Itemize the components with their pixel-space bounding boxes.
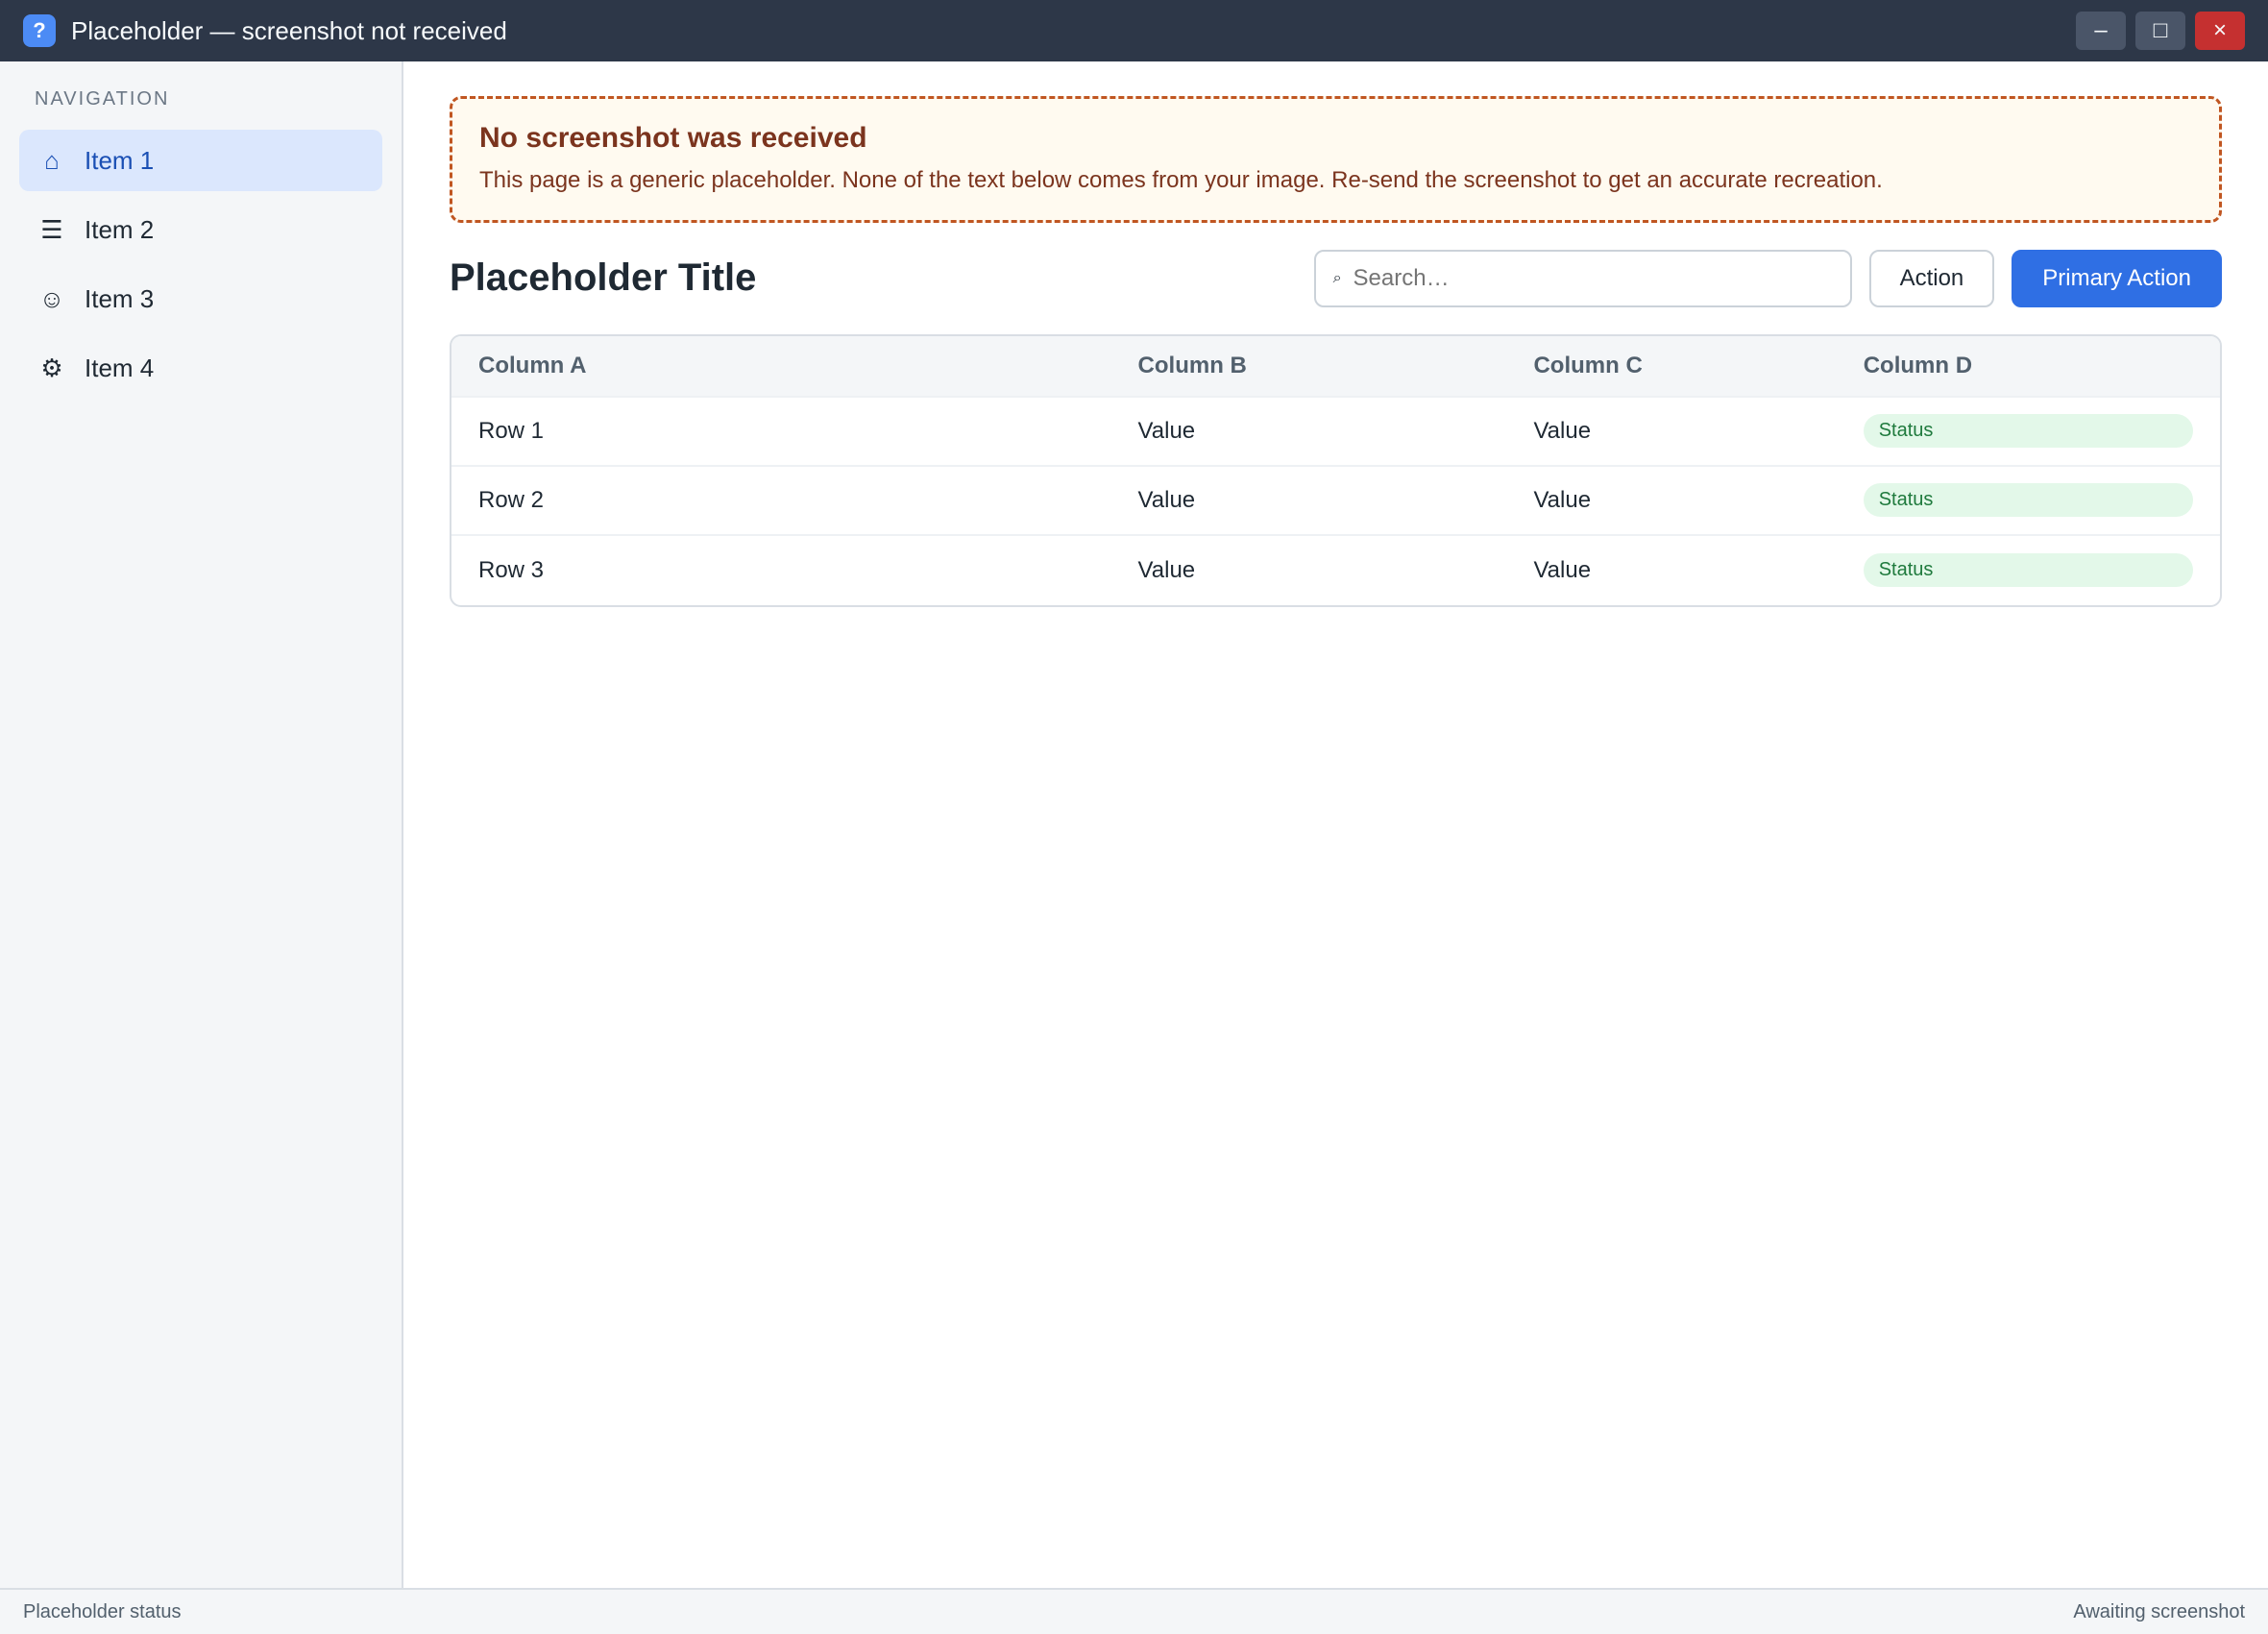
search-icon: ⌕ [1332,269,1342,286]
table-cell: Value [1137,417,1196,444]
table-row[interactable] [451,467,2220,536]
app-logo-icon: ? [23,14,56,47]
main-content [403,61,2268,1588]
search-input[interactable] [1353,265,1833,292]
minimize-button[interactable]: – [2076,12,2126,50]
sidebar-item-label: Item 1 [85,145,155,175]
data-table [450,334,2222,607]
toolbar [450,250,2222,307]
notice-title: No screenshot was received [479,122,867,154]
sidebar-item-label: Item 3 [85,283,155,313]
missing-screenshot-notice [450,96,2222,223]
window-title: Placeholder — screenshot not received [71,15,507,45]
table-cell: Row 3 [478,556,545,583]
sidebar-item-label: Item 2 [85,214,155,244]
table-cell: Value [1137,486,1196,513]
table-cell: Row 2 [478,486,545,513]
column-header[interactable]: Column C [1533,352,1643,378]
gear-icon: ⚙ [40,353,63,382]
window-controls [2076,12,2245,50]
table-row[interactable] [451,536,2220,605]
secondary-action-button[interactable]: Action [1869,250,1995,307]
page-title: Placeholder Title [450,256,757,300]
status-bar [0,1588,2268,1634]
title-group [23,14,507,47]
table-cell: Value [1533,556,1592,583]
home-icon: ⌂ [44,145,60,175]
document-icon: ☰ [40,214,63,244]
close-button[interactable]: × [2195,12,2245,50]
sidebar-item-label: Item 4 [85,353,155,382]
status-badge: Status [1864,414,2193,448]
sidebar-item-3[interactable] [19,268,382,329]
primary-action-button[interactable]: Primary Action [2012,250,2222,307]
user-icon: ☺ [38,283,65,313]
sidebar-heading: NAVIGATION [35,88,170,110]
column-header[interactable]: Column B [1137,352,1247,378]
table-header-row [451,336,2220,398]
table-cell: Value [1533,486,1592,513]
maximize-button[interactable]: □ [2135,12,2185,50]
search-box [1314,250,1852,307]
sidebar-item-4[interactable] [19,337,382,399]
title-bar [0,0,2268,61]
sidebar [0,61,403,1588]
table-cell: Value [1137,556,1196,583]
table-cell: Row 1 [478,417,545,444]
status-text-right: Awaiting screenshot [2073,1600,2245,1622]
status-badge: Status [1864,483,2193,517]
table-cell: Value [1533,417,1592,444]
column-header[interactable]: Column D [1863,352,1973,378]
column-header[interactable]: Column A [478,352,587,378]
sidebar-item-2[interactable] [19,199,382,260]
window-body [0,61,2268,1588]
notice-text: This page is a generic placeholder. None of the text below comes from your image. Re-send the screenshot to get an accurate recreation. [479,167,1883,193]
status-badge: Status [1864,553,2193,587]
sidebar-item-1[interactable] [19,130,382,191]
table-row[interactable] [451,398,2220,467]
status-text-left: Placeholder status [23,1600,182,1622]
